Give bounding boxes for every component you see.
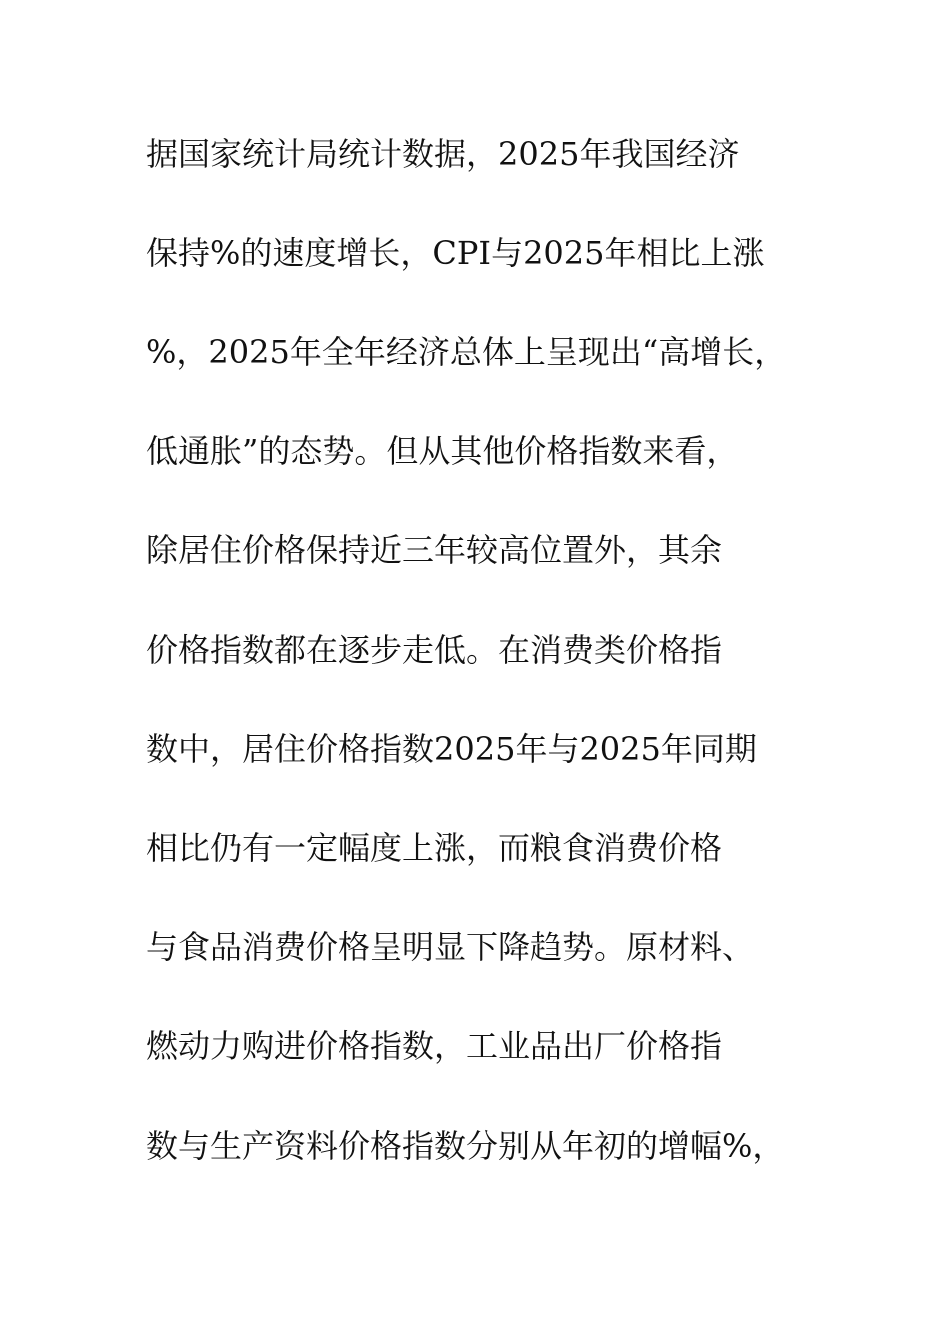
paragraph-line-11: 数与生产资料价格指数分别从年初的增幅%， — [146, 1127, 785, 1165]
paragraph-line-1: 据国家统计局统计数据，2025年我国经济 — [146, 135, 740, 173]
paragraph-line-6: 价格指数都在逐步走低。在消费类价格指 — [146, 631, 723, 669]
paragraph-line-5: 除居住价格保持近三年较高位置外，其余 — [146, 531, 723, 569]
paragraph-line-10: 燃动力购进价格指数，工业品出厂价格指 — [146, 1027, 723, 1065]
paragraph-line-8: 相比仍有一定幅度上涨，而粮食消费价格 — [146, 829, 723, 867]
paragraph-line-9: 与食品消费价格呈明显下降趋势。原材料、 — [146, 928, 755, 966]
paragraph-line-2: 保持%的速度增长，CPI与2025年相比上涨 — [146, 234, 765, 272]
paragraph-line-3: %，2025年全年经济总体上呈现出“高增长， — [146, 333, 787, 371]
paragraph-line-4: 低通胀”的态势。但从其他价格指数来看， — [146, 432, 739, 470]
paragraph-line-7: 数中，居住价格指数2025年与2025年同期 — [146, 730, 757, 768]
